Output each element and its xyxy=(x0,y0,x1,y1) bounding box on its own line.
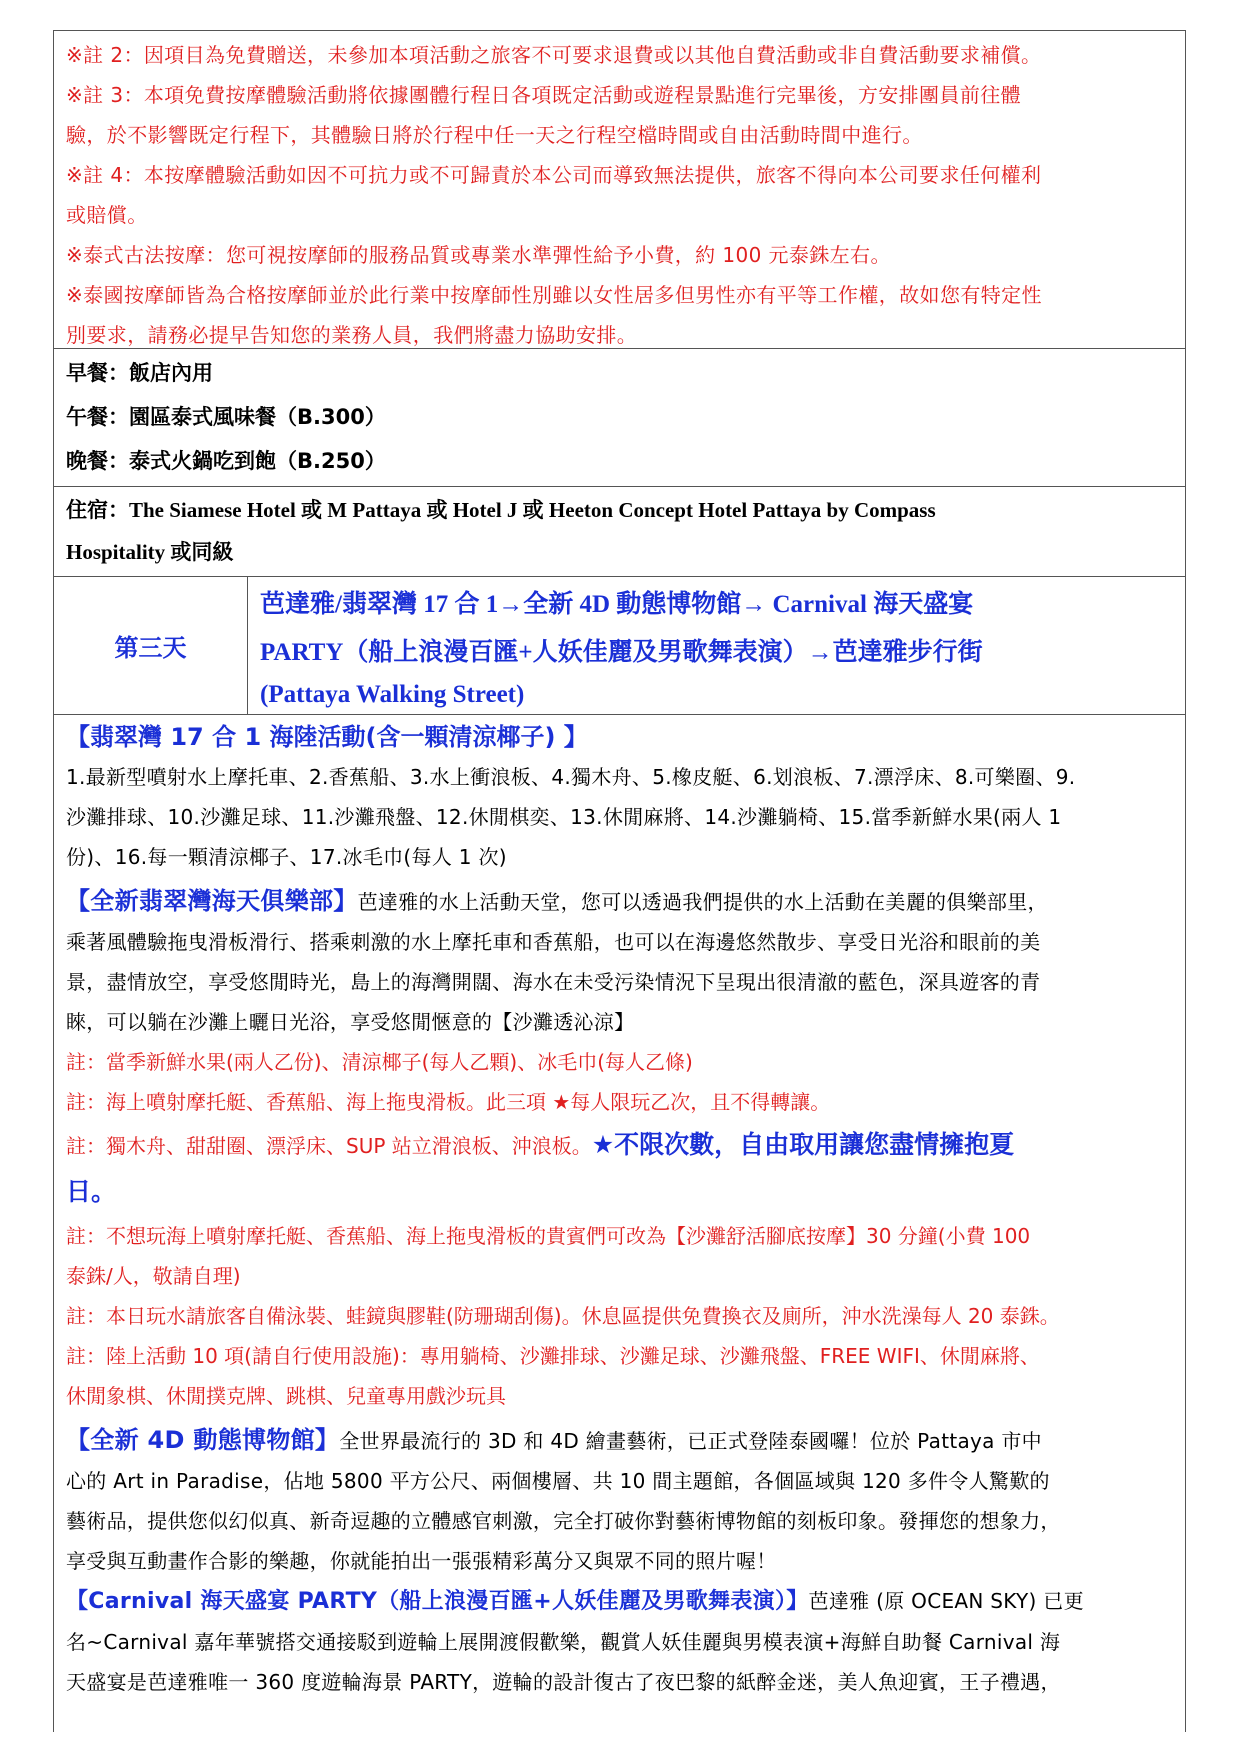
club-note5: 註：本日玩水請旅客自備泳裝、蛙鏡與膠鞋(防珊瑚刮傷)。休息區提供免費換衣及廁所，沖水洗澡每人 20 泰銖。 xyxy=(66,1304,1060,1328)
note-masseur-line1: ※泰國按摩師皆為合格按摩師並於此行業中按摩師性別雖以女性居多但男性亦有平等工作權，故如您有特定性 xyxy=(66,283,1042,307)
club-note4-line1: 註：不想玩海上噴射摩托艇、香蕉船、海上拖曳滑板的貴賓們可改為【沙灘舒活腳底按摩】30 分鐘(小費 100 xyxy=(66,1224,1031,1248)
note-thai-massage-tip: ※泰式古法按摩：您可視按摩師的服務品質或專業水準彈性給予小費，約 100 元泰銖左右。 xyxy=(66,243,891,267)
carnival-heading: 【Carnival 海天盛宴 PARTY（船上浪漫百匯+人妖佳麗及男歌舞表演）】 xyxy=(66,1589,809,1614)
accommodation-line1: 住宿：The Siamese Hotel 或 M Pattaya 或 Hotel J 或 Heeton Concept Hotel Pattaya by Compass xyxy=(66,498,936,522)
club-line2: 乘著風體驗拖曳滑板滑行、搭乘刺激的水上摩托車和香蕉船，也可以在海邊悠然散步、享受日光浴和眼前的美 xyxy=(66,930,1041,954)
club-heading: 【全新翡翠灣海天俱樂部】 xyxy=(66,887,358,915)
museum-line1 xyxy=(66,1420,1173,1461)
note-4-line2: 或賠償。 xyxy=(66,203,148,227)
club-line1 xyxy=(66,881,1173,922)
accommodation-section xyxy=(53,486,1186,576)
carnival-text1: 芭達雅 (原 OCEAN SKY) 已更 xyxy=(808,1589,1084,1613)
note-2: ※註 2：因項目為免費贈送，未參加本項活動之旅客不可要求退費或以其他自費活動或非自費活動要求補償。 xyxy=(66,43,1042,67)
day-label: 第三天 xyxy=(54,577,248,714)
museum-line2: 心的 Art in Paradise，佔地 5800 平方公尺、兩個樓層、共 10 間主題館，各個區域與 120 多件令人驚歎的 xyxy=(66,1469,1050,1493)
club-line4: 睞，可以躺在沙灘上曬日光浴，享受悠閒愜意的【沙灘透沁涼】 xyxy=(66,1010,635,1034)
museum-line3: 藝術品，提供您似幻似真、新奇逗趣的立體感官刺激，完全打破你對藝術博物館的刻板印象。發揮您的想象力， xyxy=(66,1509,1061,1533)
club-note6-line1: 註：陸上活動 10 項(請自行使用設施)：專用躺椅、沙灘排球、沙灘足球、沙灘飛盤、FREE WIFI、休閒麻將、 xyxy=(66,1344,1040,1368)
note-3-line2: 驗，於不影響既定行程下，其體驗日將於行程中任一天之行程空檔時間或自由活動時間中進行。 xyxy=(66,123,923,147)
museum-line4: 享受與互動畫作合影的樂趣，你就能拍出一張張精彩萬分又與眾不同的照片喔！ xyxy=(66,1549,777,1573)
massage-notes-section xyxy=(53,30,1186,348)
breakfast: 早餐：飯店內用 xyxy=(66,361,213,385)
day3-header xyxy=(53,576,1186,714)
club-note6-line2: 休閒象棋、休閒撲克牌、跳棋、兒童專用戲沙玩具 xyxy=(66,1384,506,1408)
day-title-line3: (Pattaya Walking Street) xyxy=(260,681,525,708)
activities-heading: 【翡翠灣 17 合 1 海陸活動(含一顆清涼椰子) 】 xyxy=(66,723,588,751)
note-masseur-line2: 別要求，請務必提早告知您的業務人員，我們將盡力協助安排。 xyxy=(66,323,638,347)
note-3-line1: ※註 3：本項免費按摩體驗活動將依據團體行程日各項既定活動或遊程景點進行完畢後，方安排團員前往體 xyxy=(66,83,1022,107)
club-note3-highlight: ★不限次數，自由取用讓您盡情擁抱夏 xyxy=(591,1130,1015,1159)
club-note3-cont xyxy=(66,1169,1173,1216)
itinerary-page xyxy=(53,30,1186,1732)
club-note4-line2: 泰銖/人，敬請自理) xyxy=(66,1264,241,1288)
museum-heading: 【全新 4D 動態博物館】 xyxy=(66,1426,340,1454)
activities-line3: 份)、16.每一顆清涼椰子、17.冰毛巾(每人 1 次) xyxy=(66,845,507,869)
carnival-line3: 天盛宴是芭達雅唯一 360 度遊輪海景 PARTY，遊輪的設計復古了夜巴黎的紙醉金迷，美人魚迎賓，王子禮遇， xyxy=(66,1670,1061,1694)
carnival-line2: 名~Carnival 嘉年華號搭交通接駁到遊輪上展開渡假歡樂，觀賞人妖佳麗與男模表演+海鮮自助餐 Carnival 海 xyxy=(66,1630,1061,1654)
carnival-line1 xyxy=(66,1581,1173,1622)
meals-section xyxy=(53,348,1186,486)
activities-line2: 沙灘排球、10.沙灘足球、11.沙灘飛盤、12.休閒棋奕、13.休閒麻將、14.沙灘躺椅、15.當季新鮮水果(兩人 1 xyxy=(66,805,1062,829)
club-note3 xyxy=(66,1122,1173,1169)
club-note1: 註：當季新鮮水果(兩人乙份)、清涼椰子(每人乙顆)、冰毛巾(每人乙條) xyxy=(66,1050,693,1074)
note-4-line1: ※註 4：本按摩體驗活動如因不可抗力或不可歸責於本公司而導致無法提供，旅客不得向本公司要求任何權利 xyxy=(66,163,1042,187)
museum-text1: 全世界最流行的 3D 和 4D 繪畫藝術，已正式登陸泰國囉！位於 Pattaya 市中 xyxy=(339,1429,1042,1453)
day-title xyxy=(248,577,1185,714)
club-line3: 景，盡情放空，享受悠閒時光，島上的海灣開闊、海水在未受污染情況下呈現出很清澈的藍色，深具遊客的青 xyxy=(66,970,1041,994)
day-title-line2: PARTY（船上浪漫百匯+人妖佳麗及男歌舞表演）→芭達雅步行街 xyxy=(260,639,983,666)
activities-line1: 1.最新型噴射水上摩托車、2.香蕉船、3.水上衝浪板、4.獨木舟、5.橡皮艇、6.划浪板、7.漂浮床、8.可樂圈、9. xyxy=(66,765,1076,789)
club-text1: 芭達雅的水上活動天堂，您可以透過我們提供的水上活動在美麗的俱樂部里， xyxy=(357,890,1048,914)
accommodation-line2: Hospitality 或同級 xyxy=(66,540,234,564)
lunch: 午餐：園區泰式風味餐（B.300） xyxy=(66,405,386,429)
dinner: 晚餐：泰式火鍋吃到飽（B.250） xyxy=(66,449,386,473)
club-note3-highlight-cont: 日。 xyxy=(66,1177,117,1206)
day-title-line1: 芭達雅/翡翠灣 17 合 1→全新 4D 動態博物館→ Carnival 海天盛宴 xyxy=(260,591,974,618)
club-note3-text: 註：獨木舟、甜甜圈、漂浮床、SUP 站立滑浪板、沖浪板。 xyxy=(66,1134,592,1158)
day3-body xyxy=(53,714,1186,1732)
club-note2: 註：海上噴射摩托艇、香蕉船、海上拖曳滑板。此三項 ★每人限玩乙次，且不得轉讓。 xyxy=(66,1090,831,1114)
